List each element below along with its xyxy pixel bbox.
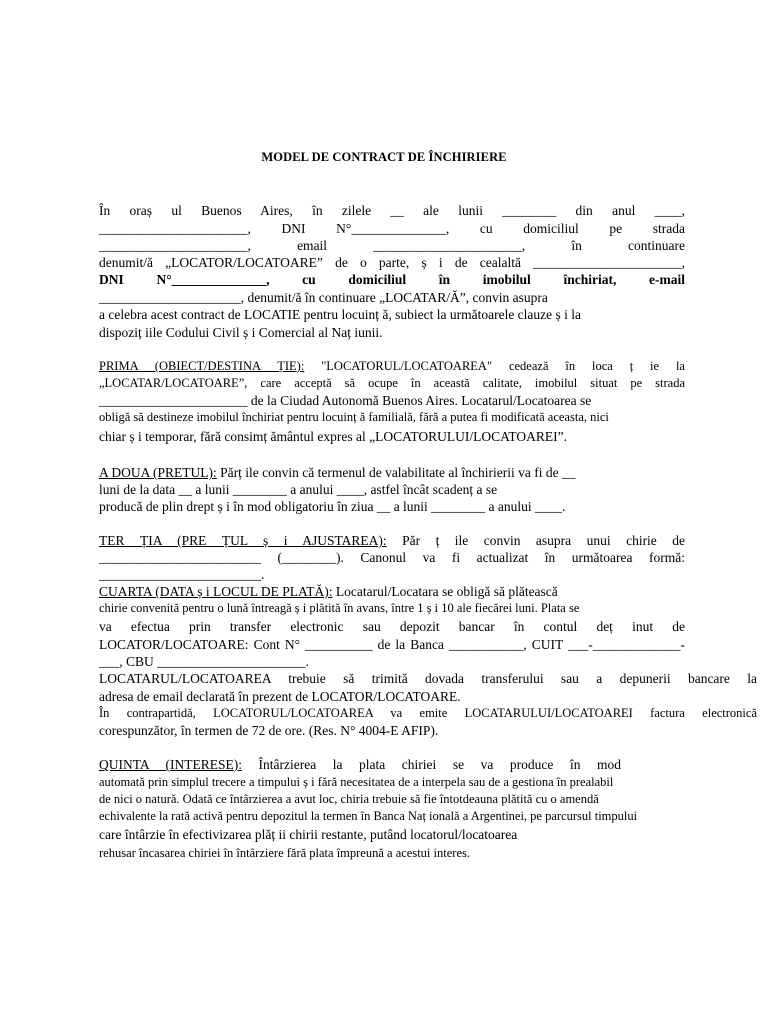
text-line: rehusar încasarea chiriei în întârziere fără plata împreună a acestui interes.: [99, 846, 470, 860]
text-line: În oraș ul Buenos Aires, în zilele __ ale lunii ________ din anul ____,: [99, 203, 685, 218]
text-line: obligă să destineze imobilul închiriat pentru locuinț ă familială, fără a putea fi modificată aceasta, nici: [99, 410, 609, 424]
text-line: a celebra acest contract de LOCATIE pentru locuinț ă, subiect la următoarele clauze ș i la: [99, 307, 582, 322]
text-line: chiar ș i temporar, fără consimț ământul expres al „LOCATORULUI/LOCATOAREI”.: [99, 429, 567, 444]
clause-cuarta: [99, 583, 685, 600]
text-line: echivalente la rată activă pentru depozitul la termen în Banca Naț ională a Argentinei, pe parcursul timpului: [99, 809, 638, 823]
clause-tertia: [99, 532, 685, 549]
text-line: cedează în loca ț ie la: [508, 359, 685, 373]
text-line: corespunzător, în termen de 72 de ore. (Res. N° 4004-E AFIP).: [99, 723, 439, 738]
text-line: Locatarul/Locatara se obligă să plătească: [335, 584, 558, 599]
text-line: Întârzierea la plata chiriei se va produce în mod: [258, 757, 621, 772]
text-line: „LOCATAR/LOCATOARE”, care acceptă să ocupe în această calitate, imobilul situat pe strada: [99, 376, 685, 390]
text-line: ______________________, email ______________________, în continuare: [99, 238, 685, 253]
text-line: adresa de email declarată în prezent de LOCATOR/LOCATOARE.: [99, 689, 461, 704]
text-line: În contrapartidă, LOCATORUL/LOCATOAREA va emite LOCATARULUI/LOCATOAREI factura electronică: [99, 706, 757, 720]
document-title: MODEL DE CONTRACT DE ÎNCHIRIERE: [261, 150, 507, 164]
clause-doua: [99, 464, 685, 481]
clause-prima: [99, 358, 685, 375]
text-line: ___, CBU ______________________.: [99, 654, 310, 669]
text-line: ______________________, DNI N°______________, cu domiciliul pe strada: [99, 221, 685, 236]
text-line: dispoziț iile Codului Civil ș i Comercial al Naț iunii.: [99, 325, 383, 340]
text-line: _____________________, denumit/ă în continuare „LOCATAR/Ă”, convin asupra: [99, 290, 548, 305]
text-line: ________________________ (________). Canonul va fi actualizat în următoarea formă:: [99, 550, 685, 565]
text-line: luni de la data __ a lunii ________ a anului ____, astfel încât scadenț a se: [99, 482, 498, 497]
clause-quinta: [99, 756, 621, 773]
text-line: producă de plin drept ș i în mod obligatoriu în ziua __ a lunii ________ a anului ____.: [99, 499, 566, 514]
text-line: Părț ile convin că termenul de valabilitate al închirierii va fi de __: [220, 465, 576, 480]
text-line: denumit/ă „LOCATOR/LOCATOARE” de o parte, ș i de cealaltă ______________________,: [99, 255, 685, 270]
text-line: de nici o natură. Odată ce întârzierea a avut loc, chiria trebuie să fie întotdeauna plătită cu o amendă: [99, 792, 599, 806]
text-line: LOCATOR/LOCATOARE: Cont N° __________ de la Banca ___________, CUIT ___-_____________-: [99, 637, 685, 652]
clause-heading: PRIMA (OBIECT/DESTINA ȚIE):: [99, 359, 305, 373]
clause-quote: "LOCATORUL/LOCATOAREA": [321, 359, 493, 373]
text-line: va efectua prin transfer electronic sau depozit bancar în contul deț inut de: [99, 619, 685, 634]
text-line: ________________________.: [99, 567, 265, 582]
text-line: chirie convenită pentru o lună întreagă ș i plătită în avans, între 1 ș i 10 ale fiecărei luni. Plata se: [99, 601, 580, 615]
text-line: ______________________ de la Ciudad Autonomă Buenos Aires. Locatarul/Locatoarea se: [99, 393, 592, 408]
text-line: Păr ț ile convin asupra unui chirie de: [402, 533, 686, 548]
clause-heading: TER ȚIA (PRE ȚUL ș i AJUSTAREA):: [99, 533, 387, 548]
clause-heading: CUARTA (DATA ș i LOCUL DE PLATĂ):: [99, 584, 333, 599]
text-line: LOCATARUL/LOCATOAREA trebuie să trimită dovada transferului sau a depunerii bancare la: [99, 671, 757, 686]
text-line: automată prin simplul trecere a timpului ș i fără necesitatea de a interpela sau de a gestiona în prealabil: [99, 775, 614, 789]
clause-heading: QUINTA (INTERESE):: [99, 757, 242, 772]
clause-heading: A DOUA (PRETUL):: [99, 465, 217, 480]
text-line: DNI N°______________, cu domiciliul în imobilul închiriat, e-mail: [99, 272, 685, 287]
text-line: care întârzie în efectivizarea plăț ii chirii restante, putând locatorul/locatoarea: [99, 827, 518, 842]
